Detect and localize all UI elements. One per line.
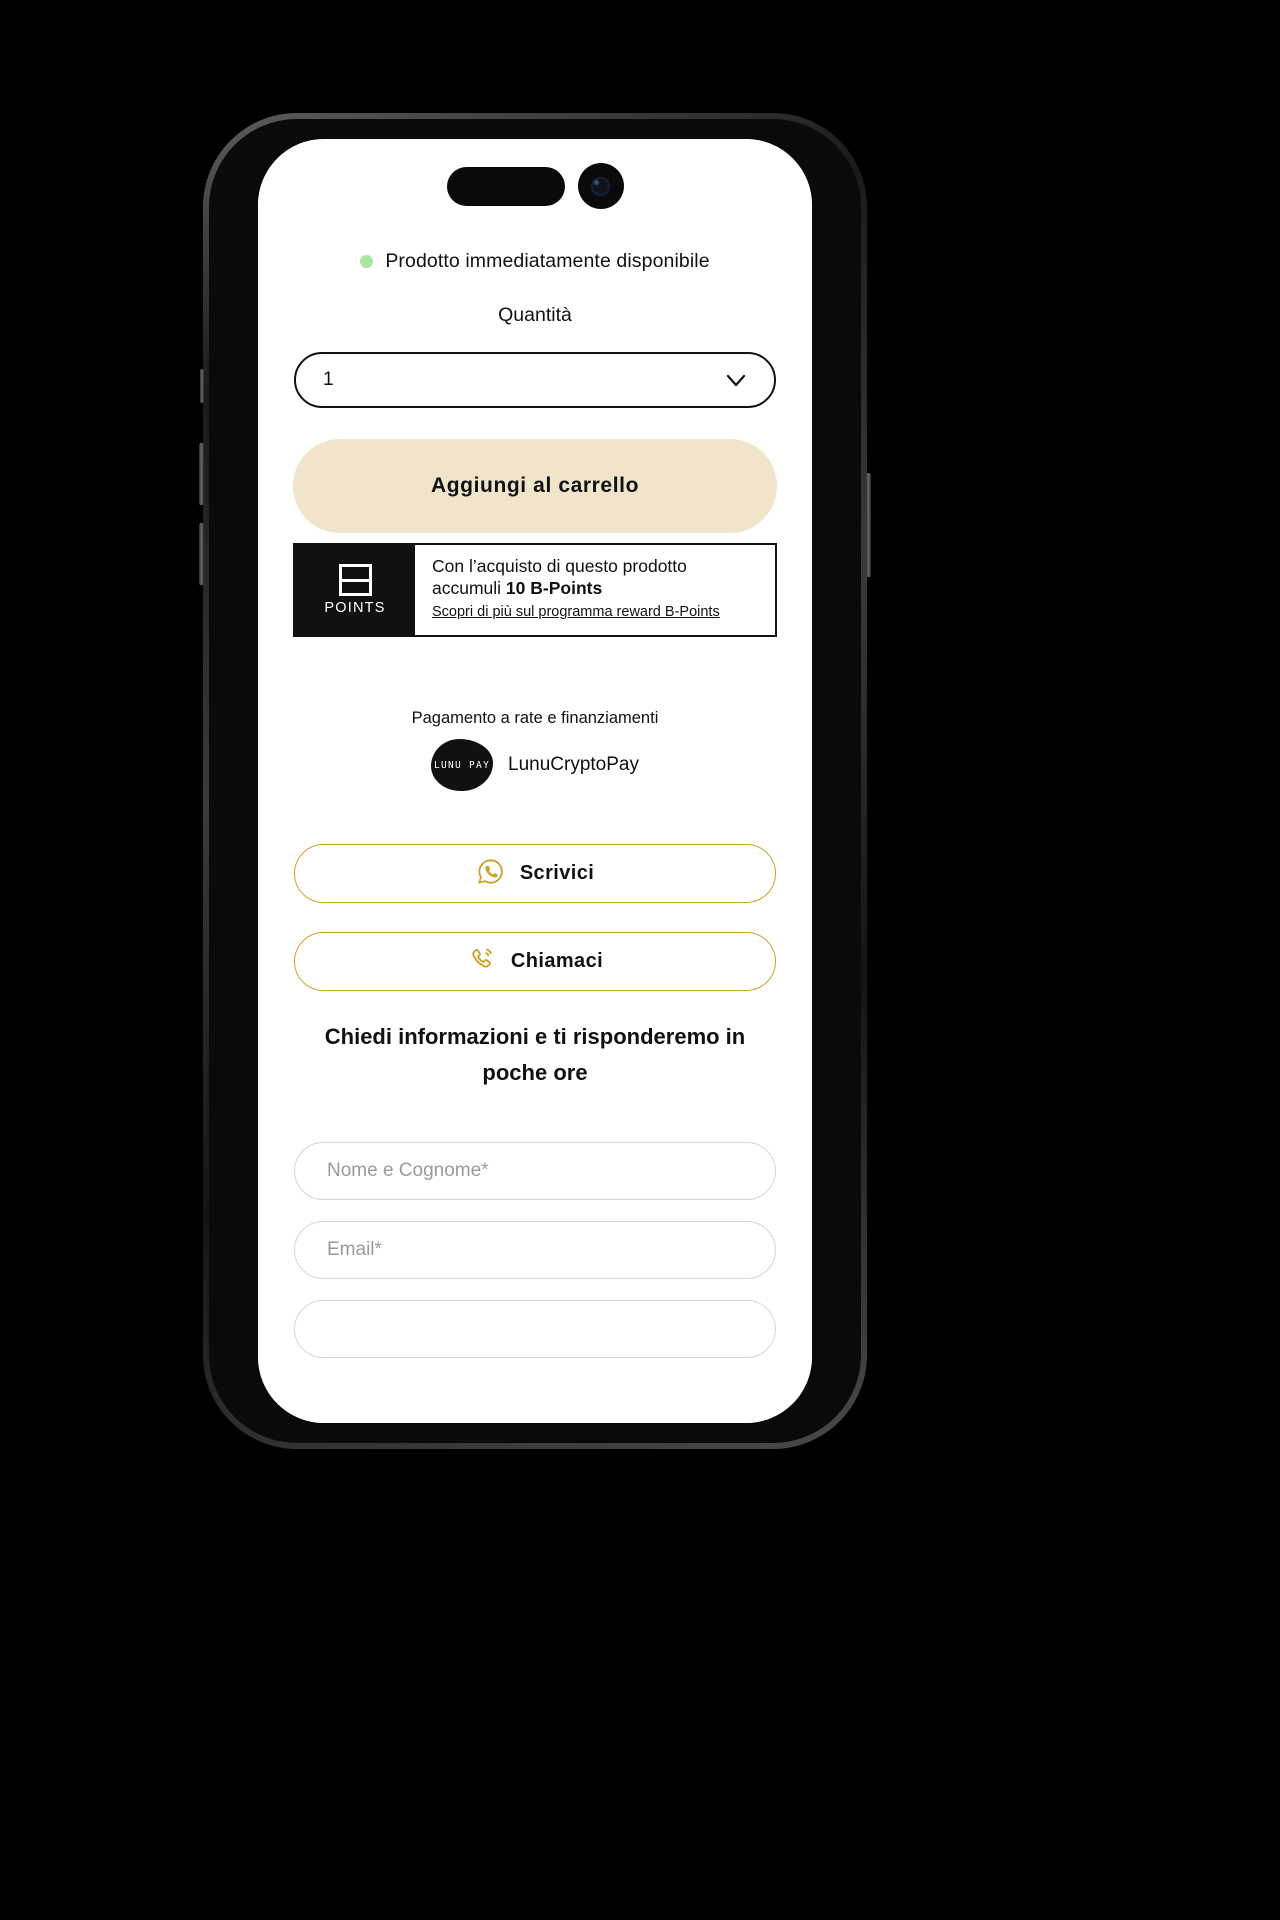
chevron-down-icon — [724, 368, 748, 392]
financing-title: Pagamento a rate e finanziamenti — [411, 709, 659, 727]
ask-form-title: Chiedi informazioni e ti risponderemo in poche ore — [324, 1024, 746, 1086]
phone-ring-icon — [467, 945, 496, 979]
name-input[interactable] — [294, 1142, 776, 1200]
lunu-logo-text: LUNU PAY — [433, 759, 491, 771]
quantity-label: Quantità — [498, 304, 572, 326]
volume-up-button[interactable] — [199, 443, 204, 505]
phone-frame — [203, 113, 867, 1449]
bpoints-logo-word: POINTS — [324, 600, 386, 616]
whatsapp-icon — [476, 857, 505, 891]
financing-provider-name: LunuCryptoPay — [508, 754, 639, 775]
whatsapp-write-label: Scrivici — [519, 862, 595, 884]
financing-provider-row — [258, 739, 812, 791]
bpoints-line-1: Con l’acquisto di questo prodotto — [432, 556, 687, 576]
email-input[interactable] — [294, 1221, 776, 1279]
additional-input[interactable] — [294, 1300, 776, 1358]
lunu-logo-icon — [431, 739, 493, 791]
product-page — [258, 139, 812, 1423]
bpoints-text-block — [415, 545, 775, 635]
availability-label: Prodotto immediatamente disponibile — [385, 250, 710, 272]
power-button[interactable] — [866, 473, 871, 577]
availability-row — [258, 250, 812, 273]
phone-screen — [258, 139, 812, 1423]
call-label: Chiamaci — [510, 950, 604, 972]
quantity-value: 1 — [323, 369, 334, 390]
bpoints-learn-more-link[interactable]: Scopri di più sul programma reward B-Points — [432, 604, 720, 621]
availability-dot-icon — [360, 255, 373, 268]
volume-down-button[interactable] — [199, 523, 204, 585]
bpoints-line-2 — [432, 578, 775, 600]
bpoints-banner — [293, 543, 777, 637]
bpoints-logo — [295, 545, 415, 635]
call-button[interactable] — [294, 932, 776, 991]
whatsapp-write-button[interactable] — [294, 844, 776, 903]
bpoints-b-icon — [339, 564, 372, 596]
add-to-cart-button[interactable]: Aggiungi al carrello — [293, 439, 777, 533]
silent-switch[interactable] — [200, 369, 204, 403]
bpoints-amount: 10 B-Points — [505, 577, 603, 598]
bpoints-line-2-prefix: accumuli — [432, 577, 506, 598]
quantity-select[interactable] — [294, 352, 776, 408]
